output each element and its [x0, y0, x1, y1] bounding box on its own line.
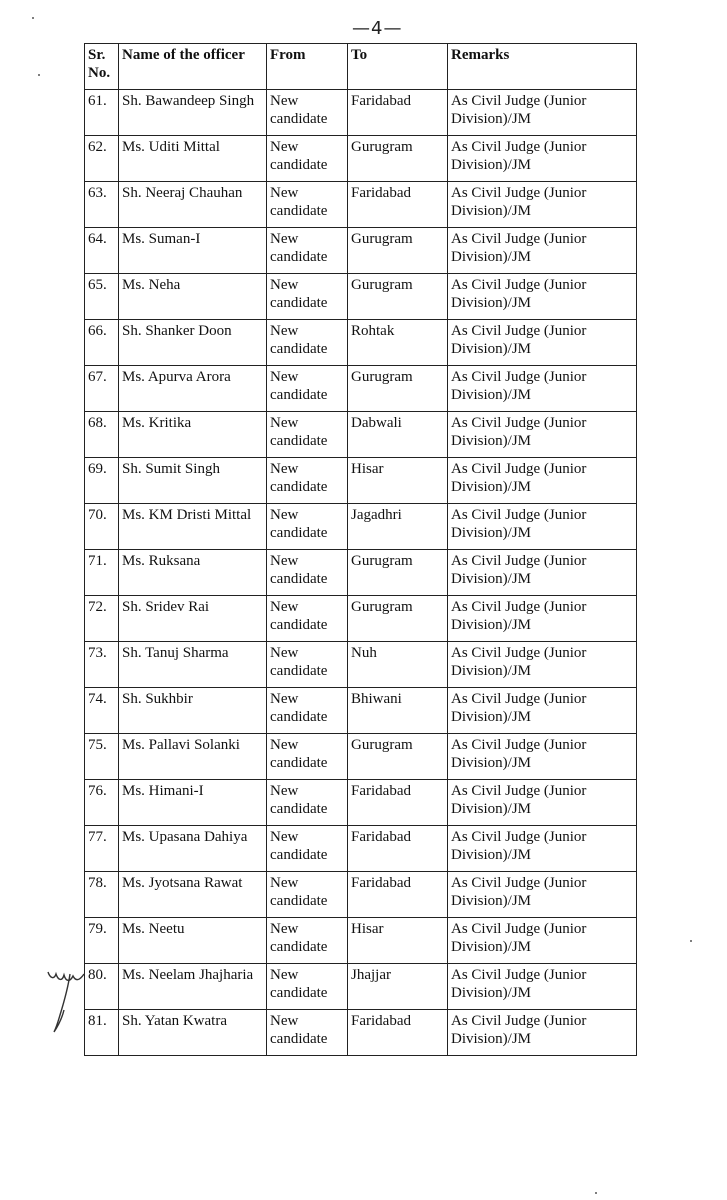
row-from: New candidate [267, 1010, 348, 1056]
row-sr-no: 61. [85, 90, 119, 136]
row-officer-name: Sh. Sukhbir [119, 688, 267, 734]
row-from: New candidate [267, 826, 348, 872]
row-remarks: As Civil Judge (Junior Division)/JM [448, 550, 637, 596]
scan-speck [690, 940, 692, 942]
table-row [85, 688, 637, 734]
row-officer-name: Ms. Pallavi Solanki [119, 734, 267, 780]
row-sr-no: 75. [85, 734, 119, 780]
header-to: To [348, 44, 448, 90]
row-officer-name: Ms. Himani-I [119, 780, 267, 826]
table-header-row [85, 44, 637, 90]
row-officer-name: Ms. Neha [119, 274, 267, 320]
header-sr-no: Sr. No. [85, 44, 119, 90]
row-sr-no: 81. [85, 1010, 119, 1056]
row-to: Faridabad [348, 1010, 448, 1056]
scan-speck [32, 17, 34, 19]
row-sr-no: 77. [85, 826, 119, 872]
row-remarks: As Civil Judge (Junior Division)/JM [448, 504, 637, 550]
row-remarks: As Civil Judge (Junior Division)/JM [448, 596, 637, 642]
table-row [85, 320, 637, 366]
row-from: New candidate [267, 780, 348, 826]
row-remarks: As Civil Judge (Junior Division)/JM [448, 90, 637, 136]
row-remarks: As Civil Judge (Junior Division)/JM [448, 458, 637, 504]
row-from: New candidate [267, 458, 348, 504]
row-remarks: As Civil Judge (Junior Division)/JM [448, 1010, 637, 1056]
row-to: Faridabad [348, 780, 448, 826]
row-to: Hisar [348, 918, 448, 964]
row-remarks: As Civil Judge (Junior Division)/JM [448, 320, 637, 366]
row-sr-no: 65. [85, 274, 119, 320]
row-remarks: As Civil Judge (Junior Division)/JM [448, 366, 637, 412]
row-remarks: As Civil Judge (Junior Division)/JM [448, 136, 637, 182]
table-row [85, 780, 637, 826]
handwritten-signature [40, 960, 90, 1035]
row-from: New candidate [267, 596, 348, 642]
table-row [85, 274, 637, 320]
row-to: Gurugram [348, 366, 448, 412]
row-officer-name: Sh. Bawandeep Singh [119, 90, 267, 136]
scan-speck [595, 1192, 597, 1194]
table-row [85, 964, 637, 1010]
row-to: Nuh [348, 642, 448, 688]
row-sr-no: 71. [85, 550, 119, 596]
table-row [85, 1010, 637, 1056]
header-remarks: Remarks [448, 44, 637, 90]
row-remarks: As Civil Judge (Junior Division)/JM [448, 412, 637, 458]
row-to: Bhiwani [348, 688, 448, 734]
table-row [85, 826, 637, 872]
row-to: Dabwali [348, 412, 448, 458]
row-from: New candidate [267, 642, 348, 688]
row-to: Hisar [348, 458, 448, 504]
table-row [85, 458, 637, 504]
row-to: Jagadhri [348, 504, 448, 550]
row-from: New candidate [267, 918, 348, 964]
row-officer-name: Sh. Neeraj Chauhan [119, 182, 267, 228]
row-officer-name: Ms. Ruksana [119, 550, 267, 596]
table-row [85, 734, 637, 780]
row-to: Faridabad [348, 872, 448, 918]
table-row [85, 412, 637, 458]
row-officer-name: Ms. Neetu [119, 918, 267, 964]
row-from: New candidate [267, 320, 348, 366]
row-from: New candidate [267, 550, 348, 596]
row-from: New candidate [267, 136, 348, 182]
row-officer-name: Ms. Jyotsana Rawat [119, 872, 267, 918]
row-remarks: As Civil Judge (Junior Division)/JM [448, 826, 637, 872]
row-officer-name: Ms. Uditi Mittal [119, 136, 267, 182]
row-sr-no: 69. [85, 458, 119, 504]
row-remarks: As Civil Judge (Junior Division)/JM [448, 182, 637, 228]
row-to: Faridabad [348, 182, 448, 228]
row-remarks: As Civil Judge (Junior Division)/JM [448, 734, 637, 780]
row-remarks: As Civil Judge (Junior Division)/JM [448, 228, 637, 274]
table-row [85, 366, 637, 412]
row-officer-name: Ms. Suman-I [119, 228, 267, 274]
row-sr-no: 72. [85, 596, 119, 642]
row-officer-name: Sh. Yatan Kwatra [119, 1010, 267, 1056]
row-sr-no: 66. [85, 320, 119, 366]
table-row [85, 596, 637, 642]
row-remarks: As Civil Judge (Junior Division)/JM [448, 780, 637, 826]
table-row [85, 228, 637, 274]
row-from: New candidate [267, 734, 348, 780]
row-from: New candidate [267, 182, 348, 228]
row-sr-no: 64. [85, 228, 119, 274]
table-row [85, 90, 637, 136]
row-remarks: As Civil Judge (Junior Division)/JM [448, 274, 637, 320]
row-to: Gurugram [348, 734, 448, 780]
table-row [85, 182, 637, 228]
row-remarks: As Civil Judge (Junior Division)/JM [448, 872, 637, 918]
row-from: New candidate [267, 412, 348, 458]
table-body [85, 90, 637, 1056]
row-sr-no: 62. [85, 136, 119, 182]
row-remarks: As Civil Judge (Junior Division)/JM [448, 688, 637, 734]
row-from: New candidate [267, 90, 348, 136]
table-row [85, 504, 637, 550]
row-sr-no: 79. [85, 918, 119, 964]
row-remarks: As Civil Judge (Junior Division)/JM [448, 964, 637, 1010]
table-row [85, 550, 637, 596]
header-from: From [267, 44, 348, 90]
row-sr-no: 63. [85, 182, 119, 228]
row-sr-no: 74. [85, 688, 119, 734]
row-from: New candidate [267, 688, 348, 734]
row-to: Gurugram [348, 228, 448, 274]
row-from: New candidate [267, 274, 348, 320]
row-from: New candidate [267, 872, 348, 918]
row-remarks: As Civil Judge (Junior Division)/JM [448, 642, 637, 688]
row-remarks: As Civil Judge (Junior Division)/JM [448, 918, 637, 964]
row-sr-no: 78. [85, 872, 119, 918]
row-from: New candidate [267, 366, 348, 412]
row-sr-no: 76. [85, 780, 119, 826]
row-officer-name: Sh. Sumit Singh [119, 458, 267, 504]
page-number: —4— [352, 18, 403, 39]
table-row [85, 136, 637, 182]
row-officer-name: Ms. Neelam Jhajharia [119, 964, 267, 1010]
header-name: Name of the officer [119, 44, 267, 90]
row-from: New candidate [267, 504, 348, 550]
row-to: Gurugram [348, 596, 448, 642]
row-to: Jhajjar [348, 964, 448, 1010]
row-to: Gurugram [348, 550, 448, 596]
row-officer-name: Sh. Sridev Rai [119, 596, 267, 642]
row-to: Rohtak [348, 320, 448, 366]
row-sr-no: 73. [85, 642, 119, 688]
scan-speck [38, 74, 40, 76]
row-officer-name: Sh. Shanker Doon [119, 320, 267, 366]
table-row [85, 918, 637, 964]
row-from: New candidate [267, 228, 348, 274]
table-row [85, 872, 637, 918]
row-to: Faridabad [348, 90, 448, 136]
row-to: Faridabad [348, 826, 448, 872]
row-officer-name: Ms. Kritika [119, 412, 267, 458]
table-row [85, 642, 637, 688]
row-sr-no: 70. [85, 504, 119, 550]
row-sr-no: 80. [85, 964, 119, 1010]
row-officer-name: Ms. KM Dristi Mittal [119, 504, 267, 550]
row-to: Gurugram [348, 136, 448, 182]
row-officer-name: Ms. Upasana Dahiya [119, 826, 267, 872]
row-officer-name: Ms. Apurva Arora [119, 366, 267, 412]
row-sr-no: 67. [85, 366, 119, 412]
row-sr-no: 68. [85, 412, 119, 458]
row-to: Gurugram [348, 274, 448, 320]
row-officer-name: Sh. Tanuj Sharma [119, 642, 267, 688]
row-from: New candidate [267, 964, 348, 1010]
officers-table [84, 43, 637, 1056]
